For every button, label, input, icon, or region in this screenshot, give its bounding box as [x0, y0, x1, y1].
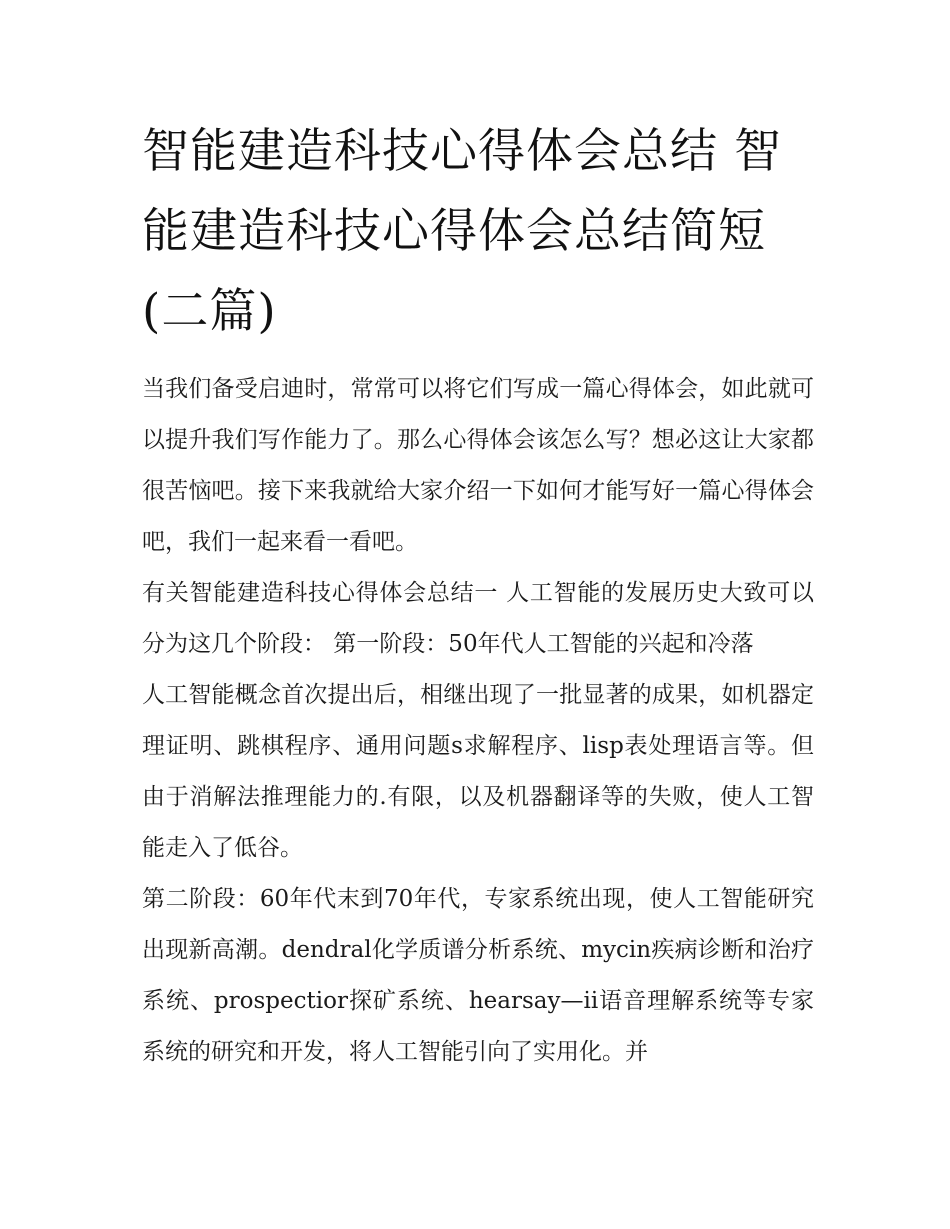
document-title: 智能建造科技心得体会总结 智能建造科技心得体会总结简短(二篇): [142, 124, 782, 339]
paragraph-history-intro: 有关智能建造科技心得体会总结一 人工智能的发展历史大致可以分为这几个阶段： 第一阶段：50年代人工智能的兴起和冷落: [142, 580, 814, 657]
paragraph-first-stage: 人工智能概念首次提出后，相继出现了一批显著的成果，如机器定理证明、跳棋程序、通用问题s求解程序、lisp表处理语言等。但由于消解法推理能力的.有限，以及机器翻译等的失败，使人工智能走入了低谷。: [142, 682, 814, 861]
document-page: [142, 112, 814, 1078]
paragraph-second-stage: 第二阶段：60年代末到70年代，专家系统出现，使人工智能研究出现新高潮。dendral化学质谱分析系统、mycin疾病诊断和治疗系统、prospectior探矿系统、hearsay—ii语音理解系统等专家系统的研究和开发，将人工智能引向了实用化。并: [142, 886, 814, 1065]
paragraph-intro: 当我们备受启迪时，常常可以将它们写成一篇心得体会，如此就可以提升我们写作能力了。那么心得体会该怎么写？想必这让大家都很苦恼吧。接下来我就给大家介绍一下如何才能写好一篇心得体会吧，我们一起来看一看吧。: [142, 376, 814, 555]
